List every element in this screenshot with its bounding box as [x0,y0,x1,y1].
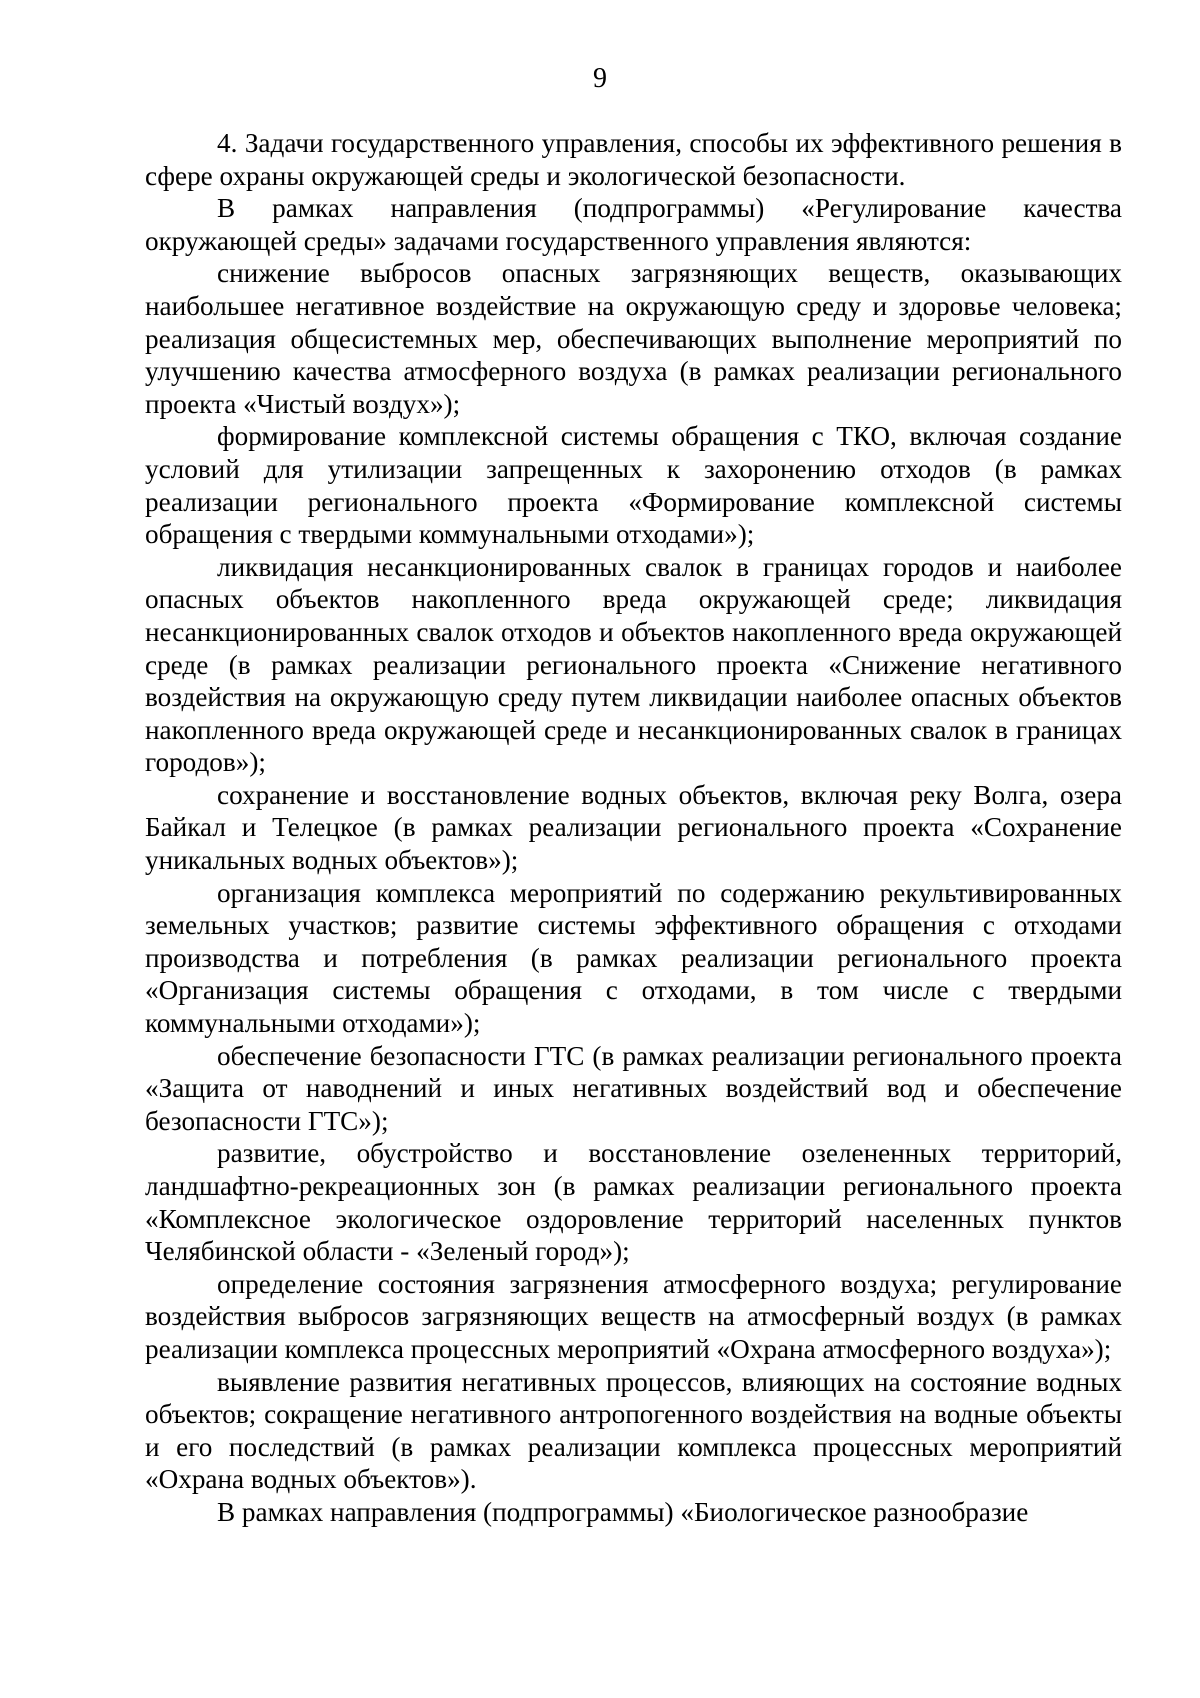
paragraph: выявление развития негативных процессов, влияющих на состояние водных объектов; сокращение негативного антропогенного воздействия на водные объекты и его последствий (в рамках реализации комплекса процессных мероприятий «Охрана водных объектов»). [145,1366,1122,1495]
paragraph: снижение выбросов опасных загрязняющих веществ, оказывающих наибольшее негативное воздействие на окружающую среду и здоровье человека; реализация общесистемных мер, обеспечивающих выполнение мероприятий по улучшению качества атмосферного воздуха (в рамках реализации регионального проекта «Чистый воздух»); [145,258,1122,419]
document-body [145,127,1122,1529]
paragraph-continued: В рамках направления (подпрограммы) «Биологическое разнообразие [217,1496,1029,1527]
paragraph: В рамках направления (подпрограммы) «Регулирование качества окружающей среды» задачами государственного управления являются: [145,193,1122,256]
paragraph: развитие, обустройство и восстановление озелененных территорий, ландшафтно-рекреационных зон (в рамках реализации регионального проекта «Комплексное экологическое оздоровление территорий населенных пунктов Челябинской области - «Зеленый город»); [145,1138,1122,1267]
paragraph: сохранение и восстановление водных объектов, включая реку Волга, озера Байкал и Телецкое (в рамках реализации регионального проекта «Сохранение уникальных водных объектов»); [145,779,1122,876]
paragraph: определение состояния загрязнения атмосферного воздуха; регулирование воздействия выбросов загрязняющих веществ на атмосферный воздух (в рамках реализации комплекса процессных мероприятий «Охрана атмосферного воздуха»); [145,1268,1122,1364]
paragraph: ликвидация несанкционированных свалок в границах городов и наиболее опасных объектов накопленного вреда окружающей среде; ликвидация несанкционированных свалок отходов и объектов накопленного вреда окружающей среде (в рамках реализации регионального проекта «Снижение негативного воздействия на окружающую среду путем ликвидации наиболее опасных объектов накопленного вреда окружающей среде и несанкционированных свалок в границах городов»); [145,551,1122,778]
paragraph: организация комплекса мероприятий по содержанию рекультивированных земельных участков; развитие системы эффективного обращения с отходами производства и потребления (в рамках реализации регионального проекта «Организация системы обращения с отходами, в том числе с твердыми коммунальными отходами»); [145,877,1122,1039]
paragraph: обеспечение безопасности ГТС (в рамках реализации регионального проекта «Защита от наводнений и иных негативных воздействий вод и обеспечение безопасности ГТС»); [145,1040,1122,1136]
section-heading-paragraph: 4. Задачи государственного управления, способы их эффективного решения в сфере охраны окружающей среды и экологической безопасности. [145,128,1122,191]
page-number: 9 [593,63,607,94]
paragraph: формирование комплексной системы обращения с ТКО, включая создание условий для утилизации запрещенных к захоронению отходов (в рамках реализации регионального проекта «Формирование комплексной системы обращения с твердыми коммунальными отходами»); [145,421,1122,550]
